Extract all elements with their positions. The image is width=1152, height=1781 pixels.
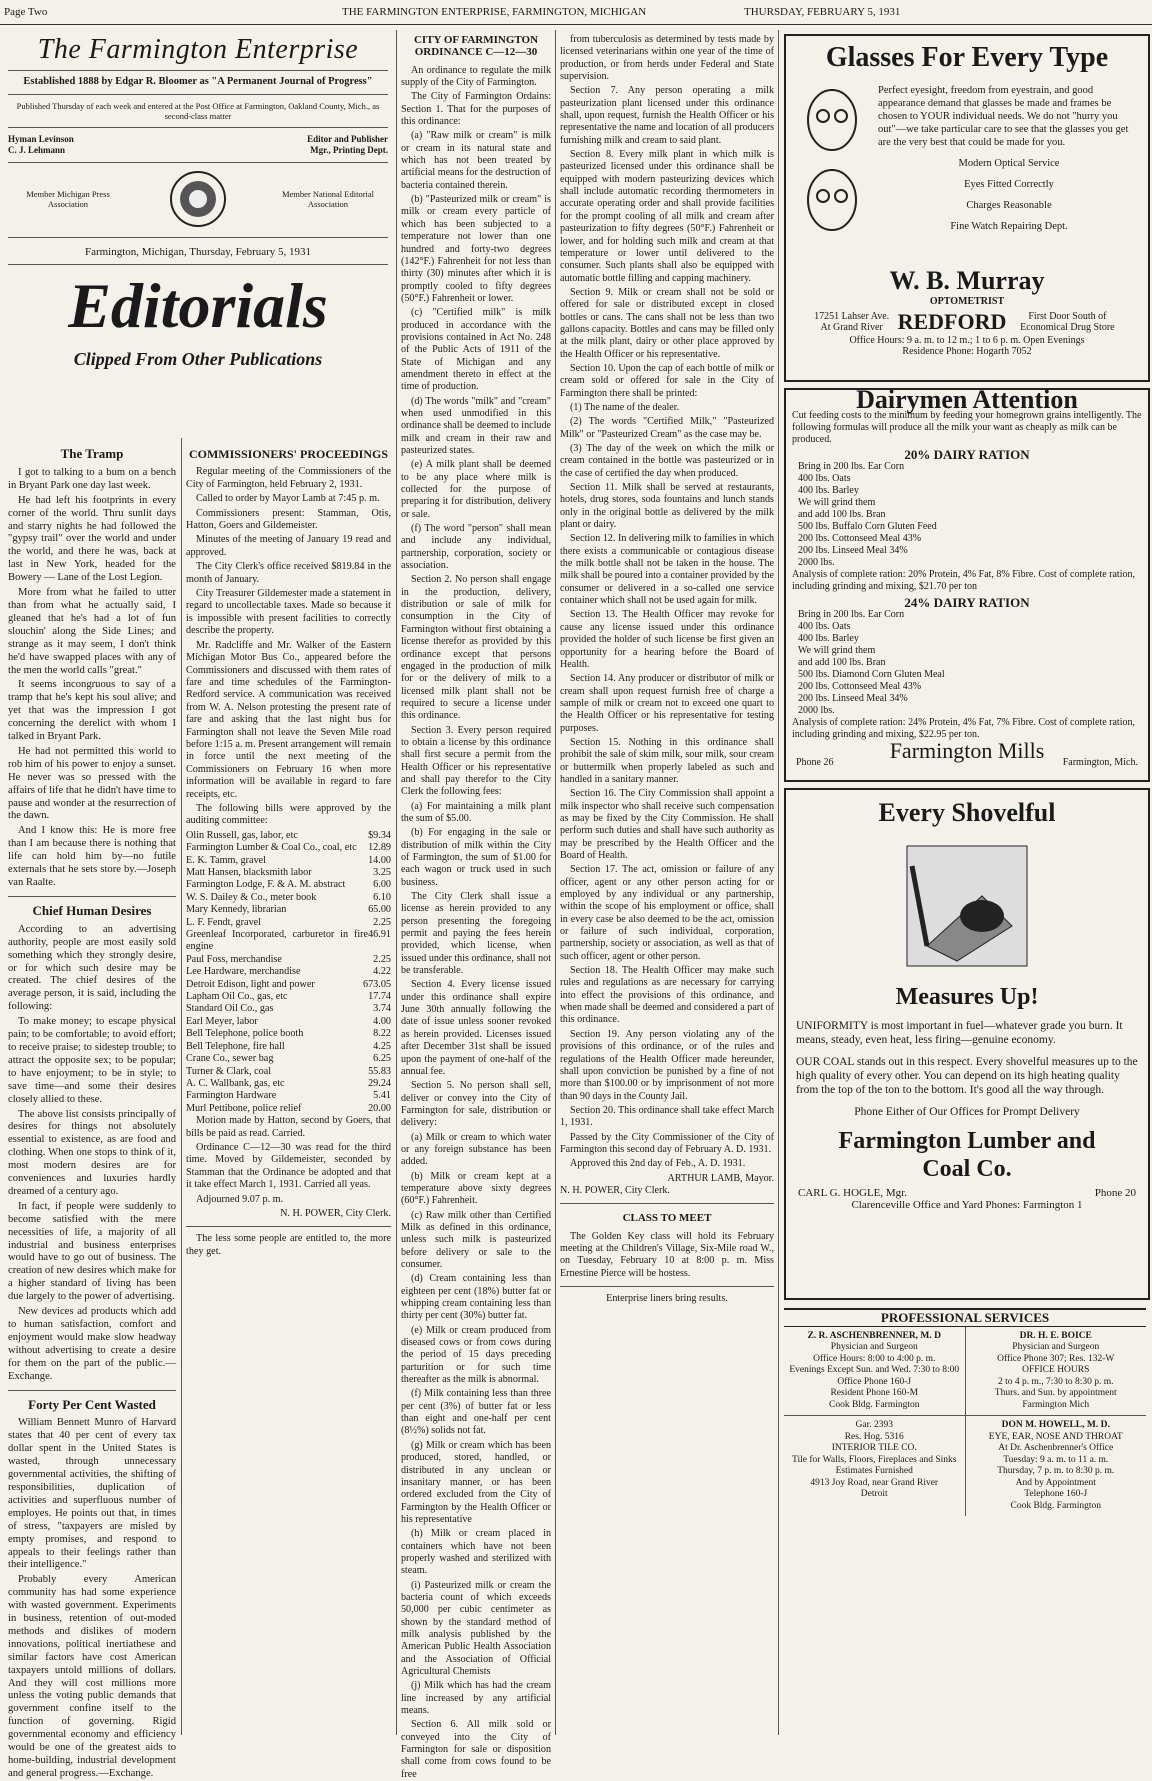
bill-amount: 6.00 (373, 879, 391, 891)
service-line: Fine Watch Repairing Dept. (950, 221, 1068, 232)
masthead-block (8, 34, 388, 370)
paragraph: Section 6. All milk sold or conveyed into the City of Farmington for sale or disposition shall come from cows found to be free (401, 1719, 551, 1780)
phone: Phone 20 (1094, 1187, 1136, 1199)
article-title: Forty Per Cent Wasted (28, 1396, 156, 1412)
paragraph: (2) The words "Certified Milk," "Pasteurized Milk" or "Pasteurized Cream" as the case may be. (560, 416, 774, 440)
paragraph: Called to order by Mayor Lamb at 7:45 p. m. (196, 493, 380, 505)
bill-row (186, 954, 391, 966)
editorial-column-1 (8, 440, 176, 1779)
line: 200 lbs. Linseed Meal 34% (798, 545, 908, 556)
editorials-banner: Editorials (68, 270, 328, 341)
paragraph: He had not permitted this world to rob him of his power to enjoy a sunset. He never was so pressed with the affairs of life that he didn't have time to pause and wonder at the resurrection of the dawn. (8, 745, 176, 822)
bill-name: Bell Telephone, fire hall (186, 1040, 285, 1052)
section-title: PROFESSIONAL SERVICES (784, 1308, 1146, 1327)
paragraph: Section 3. Every person required to obtain a license by this ordinance shall first secure a permit from the Health Officer or his representative and shall pay therefor to the City Clerk the following fees: (401, 724, 551, 798)
coal-ad (784, 788, 1150, 1300)
article-title: The Tramp (60, 446, 124, 461)
clerk-signature: N. H. POWER, City Clerk. (280, 1207, 391, 1219)
issue-date: THURSDAY, FEBRUARY 5, 1931 (744, 6, 901, 18)
line: 200 lbs. Cottonseed Meal 43% (798, 681, 922, 692)
manager: CARL G. HOGLE, Mgr. (798, 1187, 907, 1199)
bill-amount: 8.22 (373, 1028, 391, 1040)
bill-row (186, 1053, 391, 1065)
page-number: Page Two (4, 6, 48, 18)
article-title: COMMISSIONERS' PROCEEDINGS (188, 447, 389, 461)
line: Estimates Furnished (835, 1466, 913, 1476)
bill-name: Mary Kennedy, librarian (186, 904, 287, 916)
bill-row (186, 979, 391, 991)
optometrist-name: W. B. Murray (889, 266, 1045, 295)
paragraph: Section 11. Milk shall be served at restaurants, hotels, drug stores, soda fountains and lunch stands only in the original bottle as delivered by the milk plant or dairy. (560, 482, 774, 531)
line: Tuesday: 9 a. m. to 11 a. m. (1003, 1454, 1109, 1465)
paragraph: (h) Milk or cream placed in containers which have not been properly washed and sterilized with steam. (401, 1528, 551, 1577)
line: Telephone 160-J (1024, 1489, 1088, 1499)
office-hours: Office Hours: 9 a. m. to 12 m.; 1 to 6 p. m. Open Evenings (849, 335, 1085, 346)
paragraph: An ordinance to regulate the milk supply of the City of Farmington. (401, 64, 551, 89)
paragraph: Adjourned 9.07 p. m. (196, 1193, 284, 1205)
bill-amount: $9.34 (368, 829, 391, 841)
bill-name: Bell Telephone, police booth (186, 1028, 304, 1040)
bill-name: Farmington Lodge, F. & A. M. abstract (186, 879, 346, 891)
paragraph: (f) The word "person" shall mean and include any individual, partnership, corporation, society or association. (401, 523, 551, 572)
line: At Dr. Aschenbrenner's Office (998, 1443, 1114, 1453)
bill-amount: 3.25 (373, 867, 391, 878)
shovel-icon (887, 836, 1047, 976)
door-note: First Door South of Economical Drug Store (1020, 311, 1115, 333)
paragraph: (3) The day of the week on which the milk or cream contained in the bottle was pasteurized or in the case of certified the day when produced. (560, 443, 774, 479)
paragraph: New devices ad products which add to human satisfaction, comfort and enjoyment would make slow headway without advertising to create a desire for them on the part of the public.—Exchange. (8, 1306, 176, 1382)
line: Office Hours: 8:00 to 4:00 p. m. (813, 1353, 936, 1364)
paragraph: (i) Pasteurized milk or cream the bacteria count of which exceeds 50,000 per cubic centimeter as shown by the standard method of milk analysis published by the American Public Health Association and the Association of Official Agricultural Chemists (401, 1579, 551, 1677)
paragraph: More from what he failed to utter than from what he actually said, I gleaned that he's had a lot of fun slouchin' along the Side Lines; and strange as it may seem, I don't think he'd have swapped places with any of the men the world calls "great." (8, 587, 176, 676)
line: EYE, EAR, NOSE AND THROAT (988, 1431, 1123, 1442)
bill-amount: 46.91 (368, 929, 391, 941)
company-name: Farmington Lumber and Coal Co. (838, 1128, 1096, 1182)
bill-name: L. F. Fendt, gravel (186, 916, 262, 928)
paragraph: The Golden Key class will hold its February meeting at the Children's Village, Six-Mile road W., on Tuesday, February 10 at 8:00 p. m. Miss Ernestine Pierce will be hostess. (560, 1230, 774, 1279)
bill-name: Turner & Clark, coal (186, 1065, 272, 1077)
article-title: CLASS TO MEET (622, 1212, 712, 1225)
card (966, 1416, 1147, 1516)
paragraph: City Treasurer Gildemester made a statement in regard to uncollectable taxes. Made so because it is impossible with present facilities to correctly describe the property. (186, 588, 391, 637)
ordinance-text (560, 34, 774, 1171)
established: Established 1888 by Edgar R. Bloomer as "A Permanent Journal of Progress" (23, 76, 373, 87)
bills-list (186, 830, 391, 1115)
paragraph: Section 15. Nothing in this ordinance shall prohibit the sale of skim milk, sour milk, sour cream or buttermilk when properly labeled as such and handled in a sanitary manner. (560, 736, 774, 785)
bill-row (186, 842, 391, 854)
bill-name: Detroit Edison, light and power (186, 978, 315, 990)
glasses-ad (784, 34, 1150, 382)
bill-amount: 17.74 (368, 991, 391, 1003)
paragraph: The City Clerk shall issue a license as herein provided to any person presenting the foregoing permit and paying the fees herein provided, which license, when issued under this ordinance, shall not be transferable. (401, 891, 551, 977)
office-line: Clarenceville Office and Yard Phones: Farmington 1 (851, 1199, 1083, 1211)
line: 400 lbs. Barley (798, 485, 859, 496)
staff-name: C. J. Lehmann (8, 145, 66, 155)
bill-row (186, 855, 391, 867)
ad-subtitle: Measures Up! (895, 984, 1039, 1010)
ration-note: Analysis of complete ration: 24% Protein, 4% Fat, 7% Fibre. Cost of complete ration, including grinding and mixing, $22.95 per ton. (792, 717, 1135, 740)
bill-amount: 6.10 (373, 891, 391, 903)
line: Resident Phone 160-M (830, 1388, 919, 1398)
member-national: Member National Editorial Association (281, 189, 375, 209)
line: 400 lbs. Oats (798, 473, 851, 484)
line: Office Phone 160-J (837, 1376, 912, 1387)
paragraph: The City Clerk's office received $819.84 in the month of January. (186, 561, 391, 585)
line: We will grind them (798, 645, 876, 656)
line: Evenings Except Sun. and Wed. 7:30 to 8:00 (789, 1365, 960, 1375)
paragraph: (c) Raw milk other than Certified Milk as defined in this ordinance, unless such milk is pasteurized before delivery or sale to the consumer. (401, 1209, 551, 1270)
publication-notice: Published Thursday of each week and entered at the Post Office at Farmington, Oakland County, Mich., as second-class matter (16, 101, 380, 121)
ad-text: Perfect eyesight, freedom from eyestrain, and good appearance demand that glasses be made and frames be chosen to YOUR individual needs. We do not "hurry you out"—we take particular care to see that the glasses you get are the very best that could be made for you. (878, 85, 1129, 148)
paragraph: And I know this: He is more free than I am because there is nothing that life can hold him by—no futile externals that he sets store by.—Joseph van Raalte. (8, 825, 176, 888)
bill-name: Standard Oil Co., gas (186, 1003, 274, 1015)
staff-role: Editor and Publisher (307, 134, 388, 144)
paragraph: (g) Milk or cream which has been produced, stored, handled, or distributed in any unclean or insanitary manner, or has been ordered excluded from the City of Farmington by the Health Officer or his representative (401, 1439, 551, 1525)
bill-amount: 4.00 (373, 1015, 391, 1027)
bill-row (186, 892, 391, 904)
bill-row (186, 1078, 391, 1090)
paragraph: Section 20. This ordinance shall take effect March 1, 1931. (560, 1104, 774, 1129)
bill-name: Lapham Oil Co., gas, etc (186, 991, 288, 1003)
ad-text: UNIFORMITY is most important in fuel—whatever grade you burn. It means, steady, even heat, less firing—genuine economy. (796, 1020, 1123, 1046)
enterprise-filler: Enterprise liners bring results. (606, 1293, 728, 1304)
paragraph: Section 4. Every license issued under this ordinance shall expire June 30th annually following the date of issue unless sooner revoked as herein provided. Licenses issued after December 31st shall be issued upon the payment of one-half of the annual fee. (401, 979, 551, 1077)
card (784, 1327, 966, 1416)
ration-list (786, 461, 1148, 569)
paragraph: Minutes of the meeting of January 19 read and approved. (186, 534, 391, 558)
ad-title: Dairymen Attention (856, 385, 1078, 414)
line: Thursday, 7 p. m. to 8:30 p. m. (997, 1466, 1115, 1476)
bill-name: Olin Russell, gas, labor, etc (186, 829, 298, 841)
service-line: Modern Optical Service (958, 158, 1060, 169)
editorials-subtitle: Clipped From Other Publications (73, 349, 323, 369)
ad-text: Phone Either of Our Offices for Prompt Delivery (854, 1106, 1080, 1118)
bill-name: A. C. Wallbank, gas, etc (186, 1077, 285, 1089)
bill-row (186, 1028, 391, 1040)
line: Physician and Surgeon (830, 1342, 918, 1352)
bill-name: Farmington Lumber & Coal Co., coal, etc (186, 842, 357, 854)
bill-name: W. S. Dailey & Co., meter book (186, 891, 317, 903)
bill-name: Crane Co., sewer bag (186, 1053, 274, 1065)
staff-name: Hyman Levinson (8, 134, 74, 144)
bill-amount: 65.00 (368, 904, 391, 916)
paragraph: from tuberculosis as determined by tests made by licensed veterinarians within one year of the time of production, or from herds under Federal and State supervision. (560, 34, 774, 83)
line: DR. H. E. BOICE (1019, 1330, 1092, 1341)
paragraph: Section 14. Any producer or distributor of milk or cream shall upon request furnish free of charge a sample of milk or cream not to exceed one quart to the Health Officer or his representative for testing purposes. (560, 673, 774, 734)
line: 4913 Joy Road, near Grand River (810, 1477, 939, 1488)
mill-town: Farmington, Mich. (1062, 757, 1138, 768)
bill-name: Earl Meyer, labor (186, 1015, 258, 1027)
bill-name: Farmington Hardware (186, 1090, 277, 1102)
paragraph: (d) The words "milk" and "cream" when used unmodified in this ordinance shall be deemed to include milk and cream in their raw and pasteurized states. (401, 395, 551, 456)
bill-row (186, 1066, 391, 1078)
paragraph: (e) A milk plant shall be deemed to be any place where milk is collected for the purpose of preparing it for distribution, delivery or sale. (401, 459, 551, 520)
paragraph: William Bennett Munro of Harvard states that 40 per cent of every tax dollar spent in the United States is wasted, through unnecessary governmental activities, the shifting of responsibilities, duplication of activities and superfluous number of employes. He points out that, in times of stress, "taxpayers are misled by empty promises, and respond to appeals to their feelings rather than their intelligence." (8, 1417, 176, 1571)
ration-title: 20% DAIRY RATION (904, 447, 1030, 462)
line: Office Phone 307; Res. 132-W (997, 1353, 1115, 1364)
optometrist-role: OPTOMETRIST (929, 296, 1005, 307)
line: Z. R. ASCHENBRENNER, M. D (807, 1330, 942, 1341)
bill-amount: 14.00 (368, 854, 391, 866)
line: 200 lbs. Cottonseed Meal 43% (798, 533, 922, 544)
line: Cook Bldg. Farmington (828, 1399, 920, 1410)
page-header (0, 0, 1152, 25)
card (784, 1416, 966, 1516)
card (966, 1327, 1147, 1416)
bill-name: E. K. Tamm, gravel (186, 854, 267, 866)
bill-row (186, 830, 391, 842)
line: Cook Bldg. Farmington (1010, 1500, 1102, 1511)
paragraph: Section 13. The Health Officer may revoke for cause any license issued under this ordinance provided the holder of such license be first given an opportunity for a hearing before the Board of Health. (560, 609, 774, 670)
ordinance-column-1 (401, 34, 551, 1780)
paragraph: Passed by the City Commissioner of the City of Farmington this second day of February A. D. 1931. (560, 1131, 774, 1155)
bill-amount: 6.25 (373, 1053, 391, 1065)
service-line: Charges Reasonable (966, 200, 1052, 211)
line: We will grind them (798, 497, 876, 508)
line: Bring in 200 lbs. Ear Corn (798, 609, 905, 620)
line: 400 lbs. Barley (798, 633, 859, 644)
paragraph: Section 10. Upon the cap of each bottle of milk or cream sold or offered for sale in the City of Farmington there shall be printed: (560, 362, 774, 399)
professional-services (784, 1308, 1146, 1734)
paragraph: (f) Milk containing less than three per cent (3%) of butter fat or less than eight and one-half per cent (8½%) solids not fat. (401, 1388, 551, 1437)
paragraph: Section 16. The City Commission shall appoint a milk inspector who shall receive such compensation as may be fixed by the City Commission. He shall perform such duties and shall have such authority as may be prescribed by the Health Officer and the Board of Health. (560, 788, 774, 861)
ordinance-text (401, 65, 551, 1781)
paragraph: (c) "Certified milk" is milk produced in accordance with the provisions contained in Act No. 248 of the Public Acts of 1911 of the State of Michigan and any amendment thereto in effect at the time of production. (401, 307, 551, 393)
bill-name: Greenleaf Incorporated, carburetor in fire engine (186, 929, 369, 953)
line: Detroit (860, 1489, 888, 1499)
bill-amount: 29.24 (368, 1077, 391, 1089)
line: 2 to 4 p. m., 7:30 to 8:30 p. m. (997, 1376, 1114, 1387)
ration-title: 24% DAIRY RATION (904, 595, 1030, 610)
paragraph: (e) Milk or cream produced from diseased cows or from cows during the period of 15 days preceding parturition or for such time thereafter as the milk is abnormal. (401, 1324, 551, 1386)
ad-text: Cut feeding costs to the minimum by feeding your homegrown grains intelligently. The following formulas will produce all the milk your want as cheaply as milk can be produced. (792, 410, 1142, 445)
paragraph: The above list consists principally of desires for things not absolutely essential to existence, as are food and clothing. When one stops to think of it, most modern desires are for conveniences and luxuries hardly dreamed of a century ago. (8, 1108, 176, 1197)
bill-row (186, 991, 391, 1003)
paragraph: The following bills were approved by the auditing committee: (186, 802, 391, 827)
paragraph: (a) Milk or cream to which water or any foreign substance has been added. (401, 1131, 551, 1168)
bill-name: Murl Pettibone, police relief (186, 1102, 302, 1114)
line: 500 lbs. Diamond Corn Gluten Meal (798, 669, 945, 680)
bill-row (186, 1090, 391, 1102)
paragraph: Mr. Radcliffe and Mr. Walker of the Eastern Michigan Motor Bus Co., appeared before the Commissioners and discussed with them rates of fare and time schedules of the Farmington-Redford service. A communication was received from W. A. Nelson protesting the present rate of fare and asking that the last night bus for Farmington shall not leave the Seven Mile road before 1:15 a. m. Present arrangement will remain in force until the next meeting of the Commissioners on February 16 when more information will be available in regard to fare receipts, etc. (186, 639, 391, 800)
paragraph: (j) Milk which has had the cream line increased by any artificial means. (401, 1680, 551, 1717)
paragraph: Regular meeting of the Commissioners of the City of Farmington, held February 2, 1931. (186, 466, 391, 490)
paragraph: Section 17. The act, omission or failure of any officer, agent or any other person acting for or employed by any individual or any partnership, within the scope of his employment or office, shall in every case be also deemed to be the act, omission or failure of such individual, corporation, partnership, society or association, as well as that of such officer, agent or other person. (560, 864, 774, 962)
paragraph: It seems incongruous to say of a tramp that he's kept his soul alive; and yet that was the impression I got concerning the derelict with whom I talked in Bryant Park. (8, 679, 176, 743)
paragraph: According to an advertising authority, people are most easily sold something which they strongly desire, or for which such desire may be created. The chief desires of the average person, it is said, including the following: (8, 923, 176, 1013)
bill-row (186, 1003, 391, 1015)
bill-row (186, 904, 391, 916)
bill-row (186, 929, 391, 954)
bill-amount: 2.25 (373, 916, 391, 928)
filler-line: The less some people are entitled to, the more they get. (186, 1233, 391, 1257)
paragraph: (a) For maintaining a milk plant the sum of $5.00. (401, 800, 551, 824)
line: 500 lbs. Buffalo Corn Gluten Feed (798, 521, 937, 532)
staff-role: Mgr., Printing Dept. (310, 145, 388, 155)
line: DON M. HOWELL, M. D. (1001, 1420, 1110, 1430)
line: and add 100 lbs. Bran (798, 509, 886, 520)
bill-row (186, 1041, 391, 1053)
ad-title: Glasses For Every Type (825, 42, 1109, 73)
paragraph: Ordinance C—12—30 was read for the third time. Moved by Gildemeister, seconded by Stamman that the Ordinance be adopted and that it take effect March 1, 1931. Carried all yeas. (186, 1141, 391, 1191)
line: 2000 lbs. (798, 705, 835, 716)
line: Tile for Walls, Floors, Fireplaces and Sinks (792, 1454, 957, 1465)
bill-name: Paul Foss, merchandise (186, 953, 282, 965)
line: 200 lbs. Linseed Meal 34% (798, 693, 908, 704)
mayor-signature: ARTHUR LAMB, Mayor. (667, 1172, 774, 1184)
bill-row (186, 1016, 391, 1028)
ordinance-title: CITY OF FARMINGTON ORDINANCE C—12—30 (413, 34, 539, 59)
paragraph: Probably every American community has had some experience with wasted government. Experiments in business, retention of out-moded methods and dislikes of modern innovations, political inertiathese and similar factors have cost American taxpayers untold millions of dollars. And they will cost millions more unless the voting public demands that government confine itself to the function of governing. Rigid governmental economy and efficiency would be one of the greatest aids to home-building, industrial development and general progress.—Exchange. (8, 1574, 176, 1779)
ordinance-column-2 (560, 34, 774, 1734)
paragraph: (1) The name of the dealer. (570, 401, 680, 413)
line: 400 lbs. Oats (798, 621, 851, 632)
bill-amount: 20.00 (368, 1102, 391, 1114)
bill-amount: 5.41 (373, 1090, 391, 1102)
residence-phone: Residence Phone: Hogarth 7052 (902, 346, 1032, 357)
ration-note: Analysis of complete ration: 20% Protein, 4% Fat, 8% Fibre. Cost of complete ration, including grinding and mixing, $21.70 per ton (792, 569, 1135, 592)
paragraph: Section 7. Any person operating a milk pasteurization plant licensed under this ordinance shall, upon request, furnish the Health Officer or his representative the name and location of all producers furnishing milk and cream to said plant. (560, 85, 774, 146)
paragraph: I got to talking to a bum on a bench in Bryant Park one day last week. (8, 466, 176, 491)
press-seal-icon (168, 169, 228, 229)
dairy-ad (784, 385, 1150, 782)
line: OFFICE HOURS (1022, 1365, 1090, 1375)
line: 2000 lbs. (798, 557, 835, 568)
bill-amount: 673.05 (362, 978, 391, 990)
bill-name: Matt Hansen, blacksmith labor (186, 867, 312, 878)
article-title: Chief Human Desires (32, 902, 152, 918)
paragraph: To make money; to escape physical pain; to be comfortable; to avoid effort; to receive praise; to sidestep trouble; to attract the opposite sex; to be popular; to have enjoyment; to be in style; to save time—and some their desires closely allied to these. (8, 1016, 176, 1105)
line: Physician and Surgeon (1012, 1342, 1100, 1352)
member-press: Member Michigan Press Association (26, 189, 110, 209)
address: 17251 Lahser Ave. At Grand River (814, 311, 890, 333)
line: Gar. 2393 (855, 1420, 893, 1430)
paragraph: Section 5. No person shall sell, deliver or convey into the City of Farmington for sale, distribution or delivery: (401, 1080, 551, 1129)
line: Thurs. and Sun. by appointment (994, 1388, 1117, 1398)
paragraph: (b) Milk or cream kept at a temperature above sixty degrees (60°F.) Fahrenheit. (401, 1170, 551, 1207)
paper-name: The Farmington Enterprise (37, 34, 359, 65)
paragraph: (b) "Pasteurized milk or cream" is milk or cream every particle of which has been subjected to a temperature not lower than one hundred and forty-two degrees (142°F.) Fahrenheit for not less than thirty (30) minutes after which it is promptly cooled to fifty degrees (50°F.) Fahrenheit or lower. (401, 194, 551, 304)
paragraph: In fact, if people were suddenly to become satisfied with the mere necessities of life, a majority of all industrial and business enterprises would have to go out of business. The creation of new desires which make for a higher standard of living has been due largely to the power of advertising. (8, 1200, 176, 1303)
masthead-line: THE FARMINGTON ENTERPRISE, FARMINGTON, MICHIGAN (342, 6, 647, 18)
line: Res. Hog. 5316 (844, 1431, 904, 1442)
paragraph: Section 18. The Health Officer may make such rules and regulations as are necessary for carrying into effect the provisions of this ordinance, and when made shall be deemed and considered a part of this ordinance. (560, 965, 774, 1026)
line: Bring in 200 lbs. Ear Corn (798, 461, 905, 472)
line: Farmington Mich (1022, 1399, 1090, 1410)
city: REDFORD (897, 309, 1007, 334)
bill-amount: 2.25 (373, 953, 391, 965)
service-line: Eyes Fitted Correctly (964, 179, 1054, 190)
line: and add 100 lbs. Bran (798, 657, 886, 668)
bill-amount: 55.83 (368, 1065, 391, 1077)
paragraph: He had left his footprints in every corner of the world. Thru sunlit days and starry nights he had followed the "gypsy trail" over the world and under the world, and there he was, back at last in New York, headed for the Bowery — Lane of the Lost Legion. (8, 494, 176, 584)
ad-text: OUR COAL stands out in this respect. Every shovelful measures up to the high quality of every other. You can depend on its high heating quality from the top of the ton to the bottom. It's good all the way through. (796, 1056, 1138, 1096)
bill-row (186, 867, 391, 879)
paragraph: (a) "Raw milk or cream" is milk or cream in its natural state and which has not been treated by artificial means for the destruction of bacteria contained therein. (401, 130, 551, 191)
bill-amount: 4.22 (373, 966, 391, 978)
paragraph: Commissioners present: Stamman, Otis, Hatton, Goers and Gildemeister. (186, 507, 391, 532)
paragraph: Section 8. Every milk plant in which milk is pasteurized licensed under this ordinance shall be equipped with modern pasteurizing devices which shall include automatic recording thermometers in accurate operating order and shall provide facilities for the prompt cooling of all milk and cream after pasteurization to fifty degrees (50°F.) Fahrenheit or lower, and for holding such milk and cream at that temperature or lower until delivered to the consumer. Such plants shall also be equipped with automatic bottle filling and capping machinery. (560, 149, 774, 284)
bill-row (186, 1103, 391, 1115)
bill-amount: 12.89 (368, 842, 391, 854)
ration-list (786, 609, 1148, 717)
line: INTERIOR TILE CO. (831, 1443, 917, 1453)
mill-name: Farmington Mills (889, 738, 1045, 763)
dateline: Farmington, Michigan, Thursday, February 5, 1931 (84, 246, 312, 258)
paragraph: Motion made by Hatton, second by Goers, that bills be paid as read. Carried. (186, 1115, 391, 1139)
bill-amount: 4.25 (373, 1040, 391, 1052)
paragraph: The City of Farmington Ordains: Section 1. That for the purposes of this ordinance: (401, 91, 551, 128)
paragraph: Approved this 2nd day of Feb., A. D. 1931. (570, 1158, 746, 1170)
paragraph: (b) For engaging in the sale or distribution of milk within the City of Farmington, the sum of $1.00 for each wagon or truck used in such business. (401, 827, 551, 888)
clerk-signature: N. H. POWER, City Clerk. (560, 1184, 670, 1196)
paragraph: Section 19. Any person violating any of the provisions of this ordinance, or of the rules and regulations of the Health Officer made hereunder, shall upon conviction be punished by a fine of not more than $100.00 or by imprisonment of not more than 90 days in the County Jail. (560, 1028, 774, 1102)
paragraph: Section 9. Milk or cream shall not be sold or offered for sale or distributed except in closed bottles or cans. The cans shall not be less than two gallons capacity. Bottles and cans may be filled only at the milk plant, dairy or other place approved by the Health Officer or his representative. (560, 286, 774, 360)
paragraph: (d) Cream containing less than eighteen per cent (18%) butter fat or whipping cream containing less than thirty per cent (30%) butter fat. (401, 1273, 551, 1322)
bill-row (186, 966, 391, 978)
line: And by Appointment (1015, 1477, 1096, 1488)
paragraph: Section 12. In delivering milk to families in which there exists a communicable or contagious disease the milk bottle shall not be taken in the house. The milk shall be poured into a container provided by the consumer or delivered in a so-called one service container which shall not be used again for milk. (560, 533, 774, 607)
bill-row (186, 917, 391, 929)
bill-row (186, 879, 391, 891)
ad-title: Every Shovelful (878, 798, 1056, 827)
commissioners-column (186, 440, 391, 1735)
paragraph: Section 2. No person shall engage in the production, delivery, distribution or sale of milk for consumption in the City of Farmington without first obtaining a license therefor as provided by this ordinance except that persons engaged in the production of milk for or the delivery of milk to a licensed milk plant shall not be required to secure a license under this ordinance. (401, 574, 551, 722)
bill-amount: 3.74 (373, 1003, 391, 1015)
bill-name: Lee Hardware, merchandise (186, 966, 301, 978)
faces-icon (792, 82, 872, 242)
mill-phone: Phone 26 (796, 757, 834, 768)
